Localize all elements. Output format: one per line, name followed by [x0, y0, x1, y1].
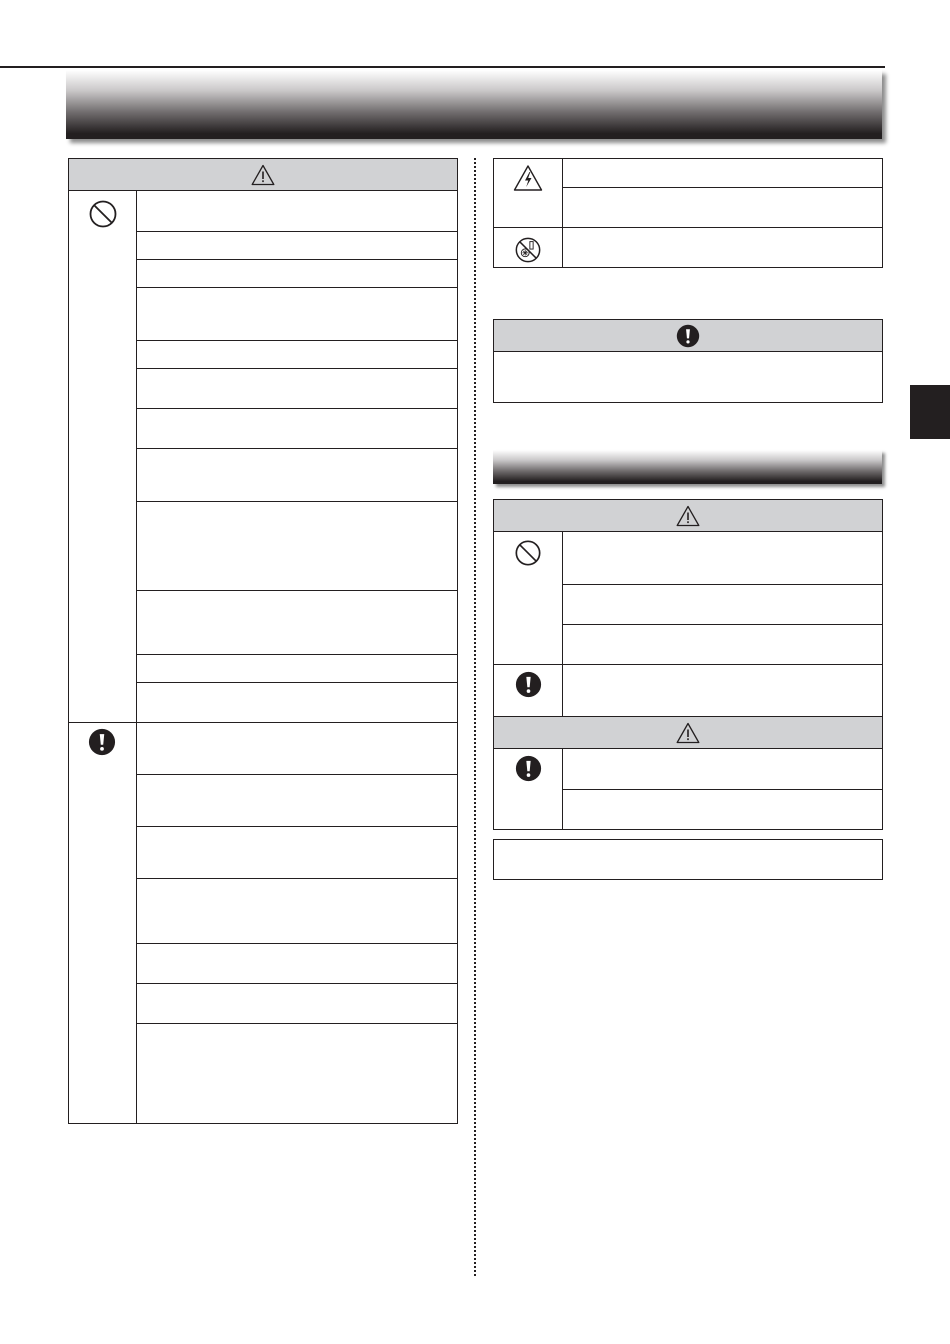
- electric-shock-icon: [513, 164, 543, 192]
- warning-triangle-icon: [676, 722, 700, 744]
- row-divider: [137, 826, 458, 827]
- row-divider: [137, 590, 458, 591]
- no-water-splash-icon: [514, 236, 542, 264]
- row-divider: [137, 654, 458, 655]
- warning-triangle-icon: [676, 505, 700, 527]
- caution-header: [494, 716, 882, 749]
- row-divider: [137, 368, 458, 369]
- row-divider: [137, 448, 458, 449]
- row-divider: [563, 584, 883, 585]
- warning-table-right: [493, 499, 883, 830]
- row-divider: [137, 1023, 458, 1024]
- exclamation-mark-icon: [676, 324, 700, 348]
- warning-triangle-icon: [251, 164, 275, 186]
- row-divider: [137, 231, 458, 232]
- prohibited-circle-icon: [88, 199, 118, 229]
- warning-table-left: [68, 158, 458, 1124]
- exclamation-mark-icon: [515, 755, 542, 782]
- group-divider: [494, 227, 883, 228]
- chapter-tab: [910, 385, 950, 439]
- row-divider: [137, 408, 458, 409]
- note-box: [493, 839, 883, 880]
- section-title-banner: [66, 70, 882, 139]
- row-divider: [137, 943, 458, 944]
- symbol-table: [493, 158, 883, 268]
- column-divider: [474, 158, 476, 1276]
- mandatory-note-box: [493, 319, 883, 403]
- row-divider: [137, 501, 458, 502]
- warning-header: [494, 500, 882, 532]
- top-rule: [0, 66, 885, 68]
- mandatory-header: [494, 320, 882, 352]
- warning-header: [69, 159, 457, 191]
- row-divider: [137, 682, 458, 683]
- row-divider: [137, 340, 458, 341]
- group-divider: [494, 664, 883, 665]
- row-divider: [137, 774, 458, 775]
- subsection-title-banner: [493, 450, 882, 484]
- icon-column: [69, 191, 137, 1123]
- row-divider: [563, 187, 883, 188]
- prohibited-circle-icon: [514, 539, 542, 567]
- row-divider: [563, 789, 883, 790]
- row-divider: [137, 259, 458, 260]
- row-divider: [137, 878, 458, 879]
- row-divider: [137, 287, 458, 288]
- exclamation-mark-icon: [515, 671, 542, 698]
- group-divider: [69, 722, 458, 723]
- row-divider: [563, 624, 883, 625]
- exclamation-mark-icon: [88, 728, 116, 756]
- row-divider: [137, 983, 458, 984]
